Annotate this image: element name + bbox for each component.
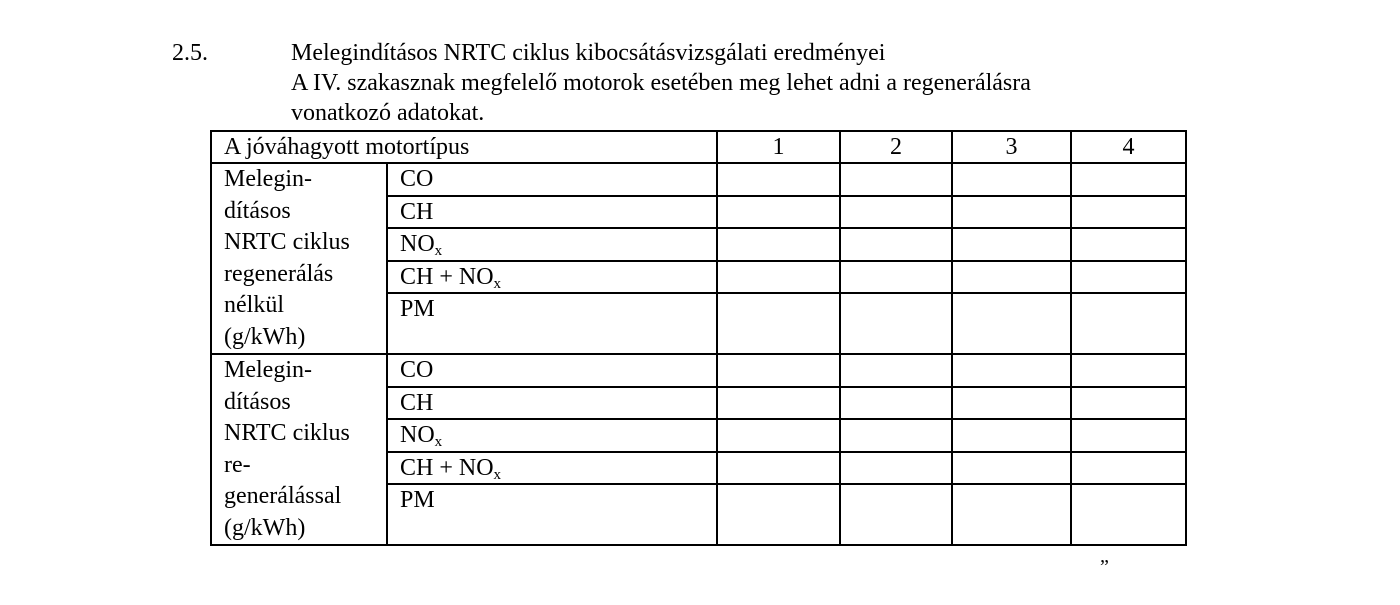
value-cell — [717, 196, 840, 229]
pollutant-ch: CH — [387, 196, 717, 229]
value-cell — [1071, 387, 1186, 420]
value-cell — [840, 228, 952, 261]
value-cell — [1071, 484, 1186, 545]
pollutant-ch-nox — [387, 261, 717, 294]
condition-line: NRTC ciklus — [224, 229, 350, 255]
value-cell — [1071, 354, 1186, 387]
value-cell — [717, 387, 840, 420]
header-label: A jóváhagyott motortípus — [211, 131, 717, 163]
value-cell — [1071, 293, 1186, 354]
value-cell — [952, 261, 1071, 294]
pollutant-ch-nox — [387, 452, 717, 485]
value-cell — [1071, 196, 1186, 229]
table-row — [211, 163, 1186, 196]
value-cell — [717, 484, 840, 545]
column-header-3: 3 — [952, 131, 1071, 163]
value-cell — [840, 163, 952, 196]
value-cell — [1071, 261, 1186, 294]
value-cell — [952, 419, 1071, 452]
value-cell — [717, 228, 840, 261]
results-table — [210, 130, 1187, 546]
closing-quote: ” — [1100, 556, 1109, 578]
value-cell — [1071, 419, 1186, 452]
condition-line: (g/kWh) — [224, 514, 306, 541]
header-row — [211, 131, 1186, 163]
column-header-2: 2 — [840, 131, 952, 163]
pollutant-nox — [387, 419, 717, 452]
value-cell — [840, 484, 952, 545]
value-cell — [952, 484, 1071, 545]
value-cell — [717, 419, 840, 452]
value-cell — [717, 261, 840, 294]
value-cell — [840, 293, 952, 354]
value-cell — [952, 196, 1071, 229]
value-cell — [952, 293, 1071, 354]
value-cell — [717, 163, 840, 196]
column-header-4: 4 — [1071, 131, 1186, 163]
value-cell — [717, 293, 840, 354]
value-cell — [840, 261, 952, 294]
value-cell — [952, 163, 1071, 196]
value-cell — [952, 354, 1071, 387]
value-cell — [1071, 163, 1186, 196]
condition-line: Melegin- — [224, 166, 312, 192]
value-cell — [717, 354, 840, 387]
value-cell — [840, 354, 952, 387]
section-note-line-1: A IV. szakasznak megfelelő motorok esetében meg lehet adni a regenerálásra — [291, 70, 1031, 96]
condition-line: nélkül — [224, 292, 284, 318]
condition-line: generálással — [224, 483, 342, 509]
section-number: 2.5. — [172, 40, 208, 66]
pollutant-nox — [387, 228, 717, 261]
condition-line: dításos — [224, 388, 291, 415]
pollutant-pm: PM — [387, 293, 717, 354]
value-cell — [952, 452, 1071, 485]
pollutant-nox-subscript: x — [434, 243, 443, 259]
value-cell — [840, 196, 952, 229]
value-cell — [1071, 452, 1186, 485]
table-row — [211, 354, 1186, 387]
value-cell — [717, 452, 840, 485]
value-cell — [840, 419, 952, 452]
condition-line: re- — [224, 451, 251, 478]
value-cell — [840, 452, 952, 485]
pollutant-co: CO — [387, 354, 717, 387]
pollutant-nox-base: NO — [400, 231, 435, 257]
section-title: Melegindításos NRTC ciklus kibocsátásvizsgálati eredményei — [291, 40, 886, 66]
condition-line: (g/kWh) — [224, 323, 306, 350]
condition-line: NRTC ciklus — [224, 420, 350, 446]
pollutant-ch: CH — [387, 387, 717, 420]
condition-cell — [211, 163, 387, 354]
pollutant-nox-subscript: x — [434, 434, 443, 450]
section-note-line-2: vonatkozó adatokat. — [291, 100, 485, 126]
pollutant-nox-base: NO — [400, 422, 435, 448]
pollutant-ch-nox-subscript: x — [493, 466, 502, 483]
condition-line: dításos — [224, 197, 291, 224]
section-text — [291, 38, 1191, 128]
pollutant-ch-nox-base: CH + NO — [400, 263, 494, 290]
value-cell — [952, 387, 1071, 420]
condition-cell — [211, 354, 387, 545]
value-cell — [952, 228, 1071, 261]
condition-line: Melegin- — [224, 357, 312, 383]
value-cell — [1071, 228, 1186, 261]
value-cell — [840, 387, 952, 420]
pollutant-pm: PM — [387, 484, 717, 545]
pollutant-ch-nox-base: CH + NO — [400, 454, 494, 481]
pollutant-ch-nox-subscript: x — [493, 275, 502, 292]
column-header-1: 1 — [717, 131, 840, 163]
pollutant-co: CO — [387, 163, 717, 196]
condition-line: regenerálás — [224, 260, 334, 287]
